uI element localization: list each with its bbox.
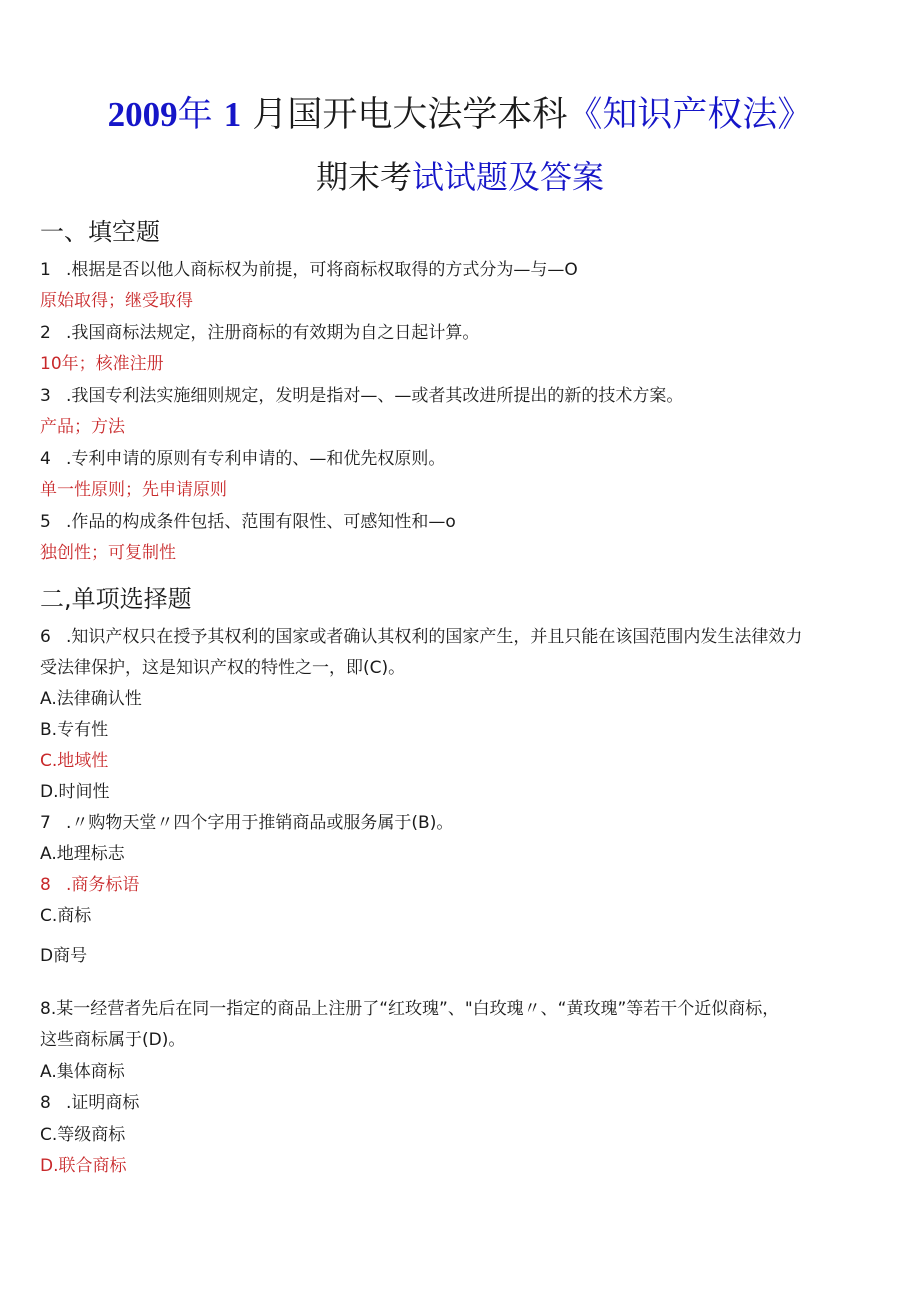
fill-answer-3: 产品；方法 — [40, 417, 125, 437]
fill-question-2: 2 .我国商标法规定，注册商标的有效期为自之日起计算。 — [40, 323, 480, 343]
title-line-2 — [0, 155, 920, 199]
q6-line-2: 受法律保护，这是知识产权的特性之一，即(C)。 — [40, 658, 406, 678]
q8-option-c: C.等级商标 — [40, 1125, 126, 1145]
title-rest-dark: 月国开电大法学本科 — [252, 95, 568, 135]
q7-option-b-answer: 8 .商务标语 — [40, 875, 140, 895]
fill-answer-2: 10年；核准注册 — [40, 354, 164, 374]
title-nian: 年 — [177, 95, 213, 135]
q7-question: 7 .〃购物天堂〃四个字用于推销商品或服务属于(B)。 — [40, 813, 454, 833]
title2-dark: 期末考 — [315, 158, 412, 196]
title-month: 1 — [223, 95, 242, 134]
title2-blue: 试试题及答案 — [412, 158, 605, 196]
q8-option-d-answer: D.联合商标 — [40, 1156, 127, 1176]
q7-option-d: D商号 — [40, 946, 88, 966]
q8-line-2: 这些商标属于(D)。 — [40, 1030, 186, 1050]
fill-question-1: 1 .根据是否以他人商标权为前提，可将商标权取得的方式分为—与—O — [40, 260, 578, 280]
section-fill-heading: 一、填空题 — [40, 218, 160, 246]
fill-question-4: 4 .专利申请的原则有专利申请的、—和优先权原则。 — [40, 449, 446, 469]
q8-option-a: A.集体商标 — [40, 1062, 125, 1082]
q8-option-b: 8 .证明商标 — [40, 1093, 140, 1113]
fill-question-3: 3 .我国专利法实施细则规定，发明是指对—、—或者其改进所提出的新的技术方案。 — [40, 386, 684, 406]
title-year: 2009 — [107, 95, 178, 134]
q6-option-b: B.专有性 — [40, 720, 109, 740]
fill-answer-5: 独创性；可复制性 — [40, 543, 176, 563]
q6-option-c-answer: C.地域性 — [40, 751, 109, 771]
title-rest-blue: 《知识产权法》 — [567, 95, 813, 135]
q7-option-a: A.地理标志 — [40, 844, 125, 864]
q8-line-1: 8.某一经营者先后在同一指定的商品上注册了“红玫瑰”、"白玫瑰〃、“黄玫瑰”等若干个近似商标， — [40, 999, 780, 1019]
fill-answer-1: 原始取得；继受取得 — [40, 291, 193, 311]
q7-option-c: C.商标 — [40, 906, 92, 926]
fill-question-5: 5 .作品的构成条件包括、范围有限性、可感知性和—o — [40, 512, 456, 532]
q6-option-d: D.时间性 — [40, 782, 110, 802]
fill-answer-4: 单一性原则；先申请原则 — [40, 480, 227, 500]
q6-line-1: 6 .知识产权只在授予其权利的国家或者确认其权利的国家产生，并且只能在该国范围内发生法律效力 — [40, 627, 803, 647]
q6-option-a: A.法律确认性 — [40, 689, 142, 709]
title-line-1 — [0, 92, 920, 138]
section-choice-heading: 二,单项选择题 — [40, 585, 192, 613]
